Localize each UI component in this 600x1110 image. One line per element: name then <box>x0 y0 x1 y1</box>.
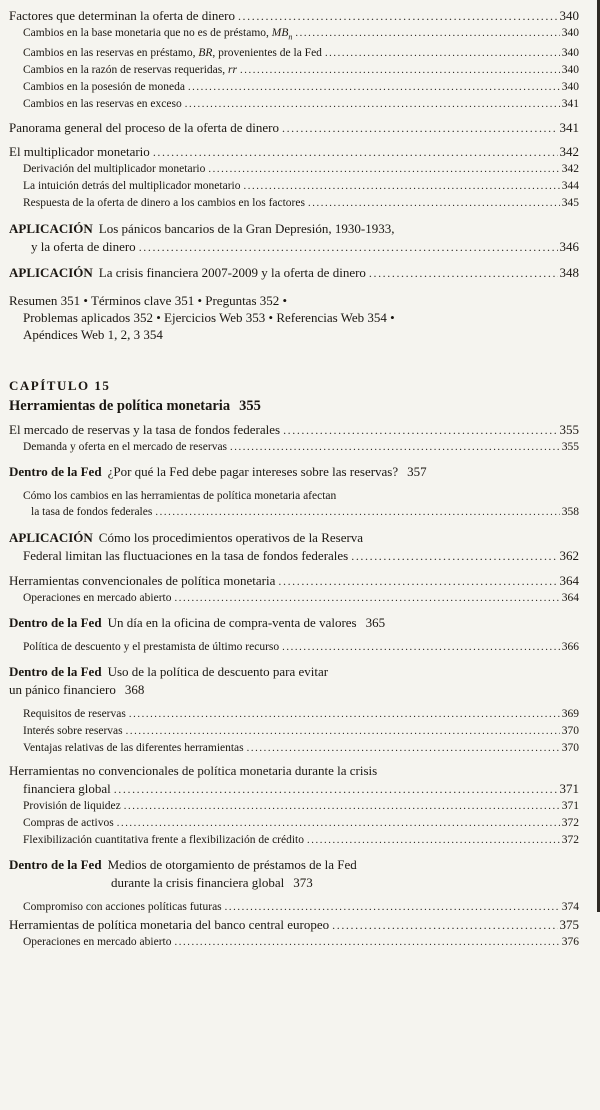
text-run: El multiplicador monetario <box>9 144 150 160</box>
toc-line <box>9 529 579 547</box>
toc-entry-main <box>9 119 579 137</box>
toc-entry-sub <box>9 899 579 916</box>
text-run: Política de descuento y el prestamista de último recurso <box>23 641 280 654</box>
page-number: 371 <box>561 800 579 813</box>
entry-text <box>23 798 121 814</box>
toc-entry-sub <box>9 934 579 951</box>
entry-text <box>23 934 171 950</box>
text-run: Flexibilización cuantitativa frente a flexibilización de crédito <box>23 834 304 847</box>
text-run: Herramientas de política monetaria del banco central europeo <box>9 917 330 933</box>
entry-text <box>9 572 275 590</box>
text-run: Cambios en las reservas en exceso <box>23 98 182 111</box>
text-run: Cómo los cambios en las herramientas de política monetaria afectan <box>23 490 337 503</box>
toc-entry-main <box>9 7 579 25</box>
entry-text <box>9 220 394 238</box>
text-run: Compras de activos <box>23 817 114 830</box>
entry-text <box>23 25 292 45</box>
page-number: 364 <box>561 592 579 605</box>
entry-text <box>23 439 227 455</box>
text-run: Apéndices Web 1, 2, 3 354 <box>23 327 163 343</box>
entry-text <box>9 119 279 137</box>
text-run: Resumen 351 • Términos clave 351 • Preguntas 352 • <box>9 293 288 309</box>
toc-entry-sub <box>9 832 579 849</box>
text-run: Uso de la política de descuento para evitar <box>107 664 329 680</box>
entry-text <box>23 780 111 798</box>
toc-line <box>23 62 579 79</box>
page-number: 346 <box>559 239 579 255</box>
toc-entry-sub <box>9 740 579 757</box>
page-number: 370 <box>561 725 579 738</box>
feature-label: APLICACIÓN <box>9 530 93 546</box>
page-number: 340 <box>561 64 579 77</box>
dot-leader <box>117 815 560 832</box>
toc-entry-sub <box>9 798 579 815</box>
toc-line <box>23 504 579 521</box>
feature-label: Dentro de la Fed <box>9 664 102 680</box>
text-run: Medios de otorgamiento de préstamos de la Fed <box>107 857 357 873</box>
entry-text <box>23 178 240 194</box>
text-run: Ventajas relativas de las diferentes herramientas <box>23 742 244 755</box>
dot-leader <box>243 178 559 195</box>
toc-line <box>9 238 579 256</box>
entry-text <box>9 377 110 394</box>
text-run: ¿Por qué la Fed debe pagar intereses sobre las reservas? <box>107 464 399 480</box>
entry-text <box>23 96 182 112</box>
page-number: 371 <box>559 781 579 797</box>
toc-entry-sub <box>9 96 579 113</box>
feature-label: Dentro de la Fed <box>9 464 102 480</box>
page-number: 342 <box>559 144 579 160</box>
toc-line <box>23 706 579 723</box>
text-run: Herramientas convencionales de política monetaria <box>9 573 276 589</box>
text-run: durante la crisis financiera global <box>111 875 285 891</box>
entry-text <box>23 723 123 739</box>
dot-leader <box>188 79 560 96</box>
page-number: 362 <box>559 548 579 564</box>
entry-text <box>9 916 329 934</box>
text-run: Compromiso con acciones políticas futuras <box>23 901 222 914</box>
page-number: 344 <box>561 180 579 193</box>
text-run: rr <box>228 64 237 77</box>
toc-entry-sub <box>9 590 579 607</box>
page-number: 372 <box>561 834 579 847</box>
feature-label: APLICACIÓN <box>9 221 93 237</box>
dot-leader <box>295 25 559 42</box>
page-number: 376 <box>561 936 579 949</box>
text-run: BR <box>198 47 213 60</box>
text-run: Cambios en las reservas en préstamo, <box>23 47 199 60</box>
page-number: 348 <box>559 265 579 281</box>
toc-entry-application <box>9 529 579 565</box>
entry-text <box>23 62 237 78</box>
toc-line <box>9 614 579 632</box>
entry-text <box>111 874 284 892</box>
entry-text <box>9 396 230 416</box>
entry-text <box>9 7 235 25</box>
text-run: Panorama general del proceso de la oferta de dinero <box>9 120 279 136</box>
entry-text <box>9 463 398 481</box>
toc-line <box>9 7 579 25</box>
text-run: El mercado de reservas y la tasa de fondos federales <box>9 422 281 438</box>
page-number: 341 <box>559 120 579 136</box>
toc-entry-inside-fed <box>9 614 579 632</box>
dot-leader <box>124 798 560 815</box>
page-number: 345 <box>561 197 579 210</box>
toc-entry-inside-fed <box>9 463 579 481</box>
toc-entry-sub <box>9 639 579 656</box>
text-run: Provisión de liquidez <box>23 800 121 813</box>
toc-entry-sub <box>9 723 579 740</box>
text-run: Derivación del multiplicador monetario <box>23 163 206 176</box>
entry-text <box>9 856 357 874</box>
text-run: Operaciones en mercado abierto <box>23 936 172 949</box>
toc-entry-main <box>9 572 579 590</box>
text-run: Federal limitan las fluctuaciones en la tasa de fondos federales <box>23 548 349 564</box>
entry-text <box>9 529 363 547</box>
dot-leader <box>307 832 560 849</box>
toc-line <box>9 220 579 238</box>
toc-line <box>9 856 579 874</box>
dot-leader <box>332 916 557 934</box>
toc-line <box>23 488 579 504</box>
feature-label: Dentro de la Fed <box>9 857 102 873</box>
dot-leader <box>155 504 559 521</box>
dot-leader <box>225 899 560 916</box>
page-number: 372 <box>561 817 579 830</box>
toc-line <box>23 161 579 178</box>
toc-entry-main <box>9 762 579 798</box>
page-number: 358 <box>561 506 579 519</box>
toc-entry-sub <box>9 178 579 195</box>
toc-line <box>9 762 579 780</box>
entry-text <box>31 238 136 256</box>
toc-line <box>9 119 579 137</box>
text-run: MB <box>271 27 289 39</box>
entry-text <box>23 326 163 343</box>
entry-text <box>23 815 114 831</box>
entry-text <box>23 161 205 177</box>
toc-line <box>9 547 579 565</box>
toc-line <box>23 96 579 113</box>
dot-leader <box>240 62 560 79</box>
dot-leader <box>282 119 558 137</box>
text-run: La crisis financiera 2007-2009 y la oferta de dinero <box>98 265 366 281</box>
toc-entry-sub <box>9 488 579 521</box>
text-run: Cambios en la posesión de moneda <box>23 81 185 94</box>
entry-text <box>23 832 304 848</box>
toc-entry-application <box>9 220 579 256</box>
entry-text <box>23 899 222 915</box>
entry-text <box>23 309 395 326</box>
entry-text <box>23 195 305 211</box>
dot-leader <box>230 439 560 456</box>
page-number: 355 <box>239 398 261 415</box>
text-run: Cambios en la razón de reservas requeridas, <box>23 64 229 77</box>
dot-leader <box>351 547 557 565</box>
entry-text <box>9 663 328 681</box>
toc-entry-main <box>9 143 579 161</box>
toc-line <box>9 309 579 326</box>
toc-entry-sub <box>9 815 579 832</box>
entry-text <box>9 681 116 699</box>
toc-line <box>9 874 579 892</box>
text-run: financiera global <box>23 781 111 797</box>
toc-line <box>9 780 579 798</box>
dot-leader <box>278 572 557 590</box>
dot-leader <box>126 723 560 740</box>
toc-entry-sub <box>9 706 579 723</box>
feature-label: APLICACIÓN <box>9 265 93 281</box>
toc-line <box>23 25 579 45</box>
entry-text <box>9 292 287 309</box>
entry-text <box>23 590 171 606</box>
toc-entry-inside-fed <box>9 856 579 892</box>
text-run: la tasa de fondos federales <box>31 506 153 519</box>
toc-entry-sub <box>9 62 579 79</box>
entry-text <box>9 264 366 282</box>
entry-text <box>23 79 185 95</box>
toc <box>9 7 579 951</box>
toc-line <box>23 798 579 815</box>
text-run: Un día en la oficina de compra-venta de valores <box>107 615 357 631</box>
toc-line <box>23 79 579 96</box>
toc-line <box>23 45 579 62</box>
text-run: Respuesta de la oferta de dinero a los cambios en los factores <box>23 197 305 210</box>
page-number: 341 <box>561 98 579 111</box>
text-run: CAPÍTULO 15 <box>9 378 111 394</box>
toc-line <box>9 681 579 699</box>
page-number: 369 <box>561 708 579 721</box>
page-number: 365 <box>365 615 386 631</box>
dot-leader <box>325 45 560 62</box>
page-number: 355 <box>561 441 579 454</box>
toc-entry-inside-fed <box>9 663 579 699</box>
entry-text <box>9 421 280 439</box>
entry-text <box>9 614 357 632</box>
page-number: 370 <box>561 742 579 755</box>
text-run: Cómo los procedimientos operativos de la Reserva <box>98 530 364 546</box>
toc-line <box>9 326 579 343</box>
toc-entry-sub <box>9 195 579 212</box>
text-run: y la oferta de dinero <box>31 239 136 255</box>
dot-leader <box>174 934 559 951</box>
toc-line <box>9 377 579 394</box>
text-run: Los pánicos bancarios de la Gran Depresión, 1930-1933, <box>98 221 395 237</box>
entry-text <box>23 639 279 655</box>
toc-line <box>9 663 579 681</box>
toc-line <box>9 463 579 481</box>
toc-line <box>23 178 579 195</box>
toc-entry-sub <box>9 439 579 456</box>
text-run: Requisitos de reservas <box>23 708 126 721</box>
entry-text <box>9 143 150 161</box>
toc-line <box>23 815 579 832</box>
text-run: Interés sobre reservas <box>23 725 123 738</box>
dot-leader <box>129 706 560 723</box>
page-number: 373 <box>293 875 313 891</box>
feature-label: Dentro de la Fed <box>9 615 102 631</box>
entry-text <box>23 740 244 756</box>
text-run: Operaciones en mercado abierto <box>23 592 172 605</box>
toc-line <box>23 832 579 849</box>
toc-line <box>23 934 579 951</box>
entry-text <box>23 45 322 61</box>
dot-leader <box>153 143 558 161</box>
toc-line <box>9 143 579 161</box>
toc-line <box>23 723 579 740</box>
text-run: Herramientas de política monetaria <box>9 398 231 415</box>
toc-entry-sub <box>9 79 579 96</box>
text-run: Cambios en la base monetaria que no es de préstamo, <box>23 27 272 39</box>
toc-line <box>9 916 579 934</box>
toc-line <box>9 264 579 282</box>
page-number: 366 <box>561 641 579 654</box>
page-number: 340 <box>561 47 579 60</box>
dot-leader <box>369 264 558 282</box>
dot-leader <box>208 161 559 178</box>
text-run: Factores que determinan la oferta de dinero <box>9 8 235 23</box>
toc-line <box>23 195 579 212</box>
text-run: , provenientes de la Fed <box>212 47 322 60</box>
dot-leader <box>174 590 559 607</box>
entry-text <box>23 547 348 565</box>
toc-line <box>23 899 579 916</box>
page-number: 357 <box>407 464 427 480</box>
page-number: 374 <box>561 901 579 914</box>
toc-line <box>23 590 579 607</box>
text-run: Problemas aplicados 352 • Ejercicios Web 353 • Referencias Web 354 • <box>23 310 395 326</box>
toc-summary <box>9 292 579 343</box>
entry-text <box>23 706 126 722</box>
text-run: La intuición detrás del multiplicador monetario <box>23 180 241 193</box>
toc-line <box>9 421 579 439</box>
toc-entry-sub <box>9 45 579 62</box>
toc-line <box>23 639 579 656</box>
dot-leader <box>238 7 558 25</box>
toc-line <box>9 292 579 309</box>
page-number: 368 <box>124 682 145 698</box>
chapter-title <box>9 396 579 416</box>
chapter-number <box>9 377 579 394</box>
toc-entry-sub <box>9 25 579 45</box>
page-number: 364 <box>559 573 579 589</box>
toc-line <box>23 740 579 757</box>
dot-leader <box>283 421 557 439</box>
dot-leader <box>247 740 560 757</box>
page-number: 342 <box>561 163 579 176</box>
page-number: 340 <box>559 8 579 23</box>
dot-leader <box>308 195 560 212</box>
text-run: n <box>288 32 293 42</box>
dot-leader <box>185 96 560 113</box>
page-number: 340 <box>561 81 579 94</box>
page-number: 340 <box>561 27 579 39</box>
toc-line <box>23 439 579 456</box>
entry-text <box>23 488 336 504</box>
page-number: 355 <box>559 422 579 438</box>
toc-entry-main <box>9 916 579 934</box>
text-run: Demanda y oferta en el mercado de reservas <box>23 441 228 454</box>
text-run: Herramientas no convencionales de política monetaria durante la crisis <box>9 763 378 779</box>
toc-entry-sub <box>9 161 579 178</box>
entry-text <box>31 504 152 520</box>
dot-leader <box>114 780 558 798</box>
toc-entry-main <box>9 421 579 439</box>
dot-leader <box>139 238 558 256</box>
toc-line <box>9 572 579 590</box>
entry-text <box>9 762 377 780</box>
toc-line <box>9 396 579 416</box>
toc-entry-application <box>9 264 579 282</box>
text-run: un pánico financiero <box>9 682 116 698</box>
page-number: 375 <box>559 917 579 933</box>
dot-leader <box>282 639 560 656</box>
